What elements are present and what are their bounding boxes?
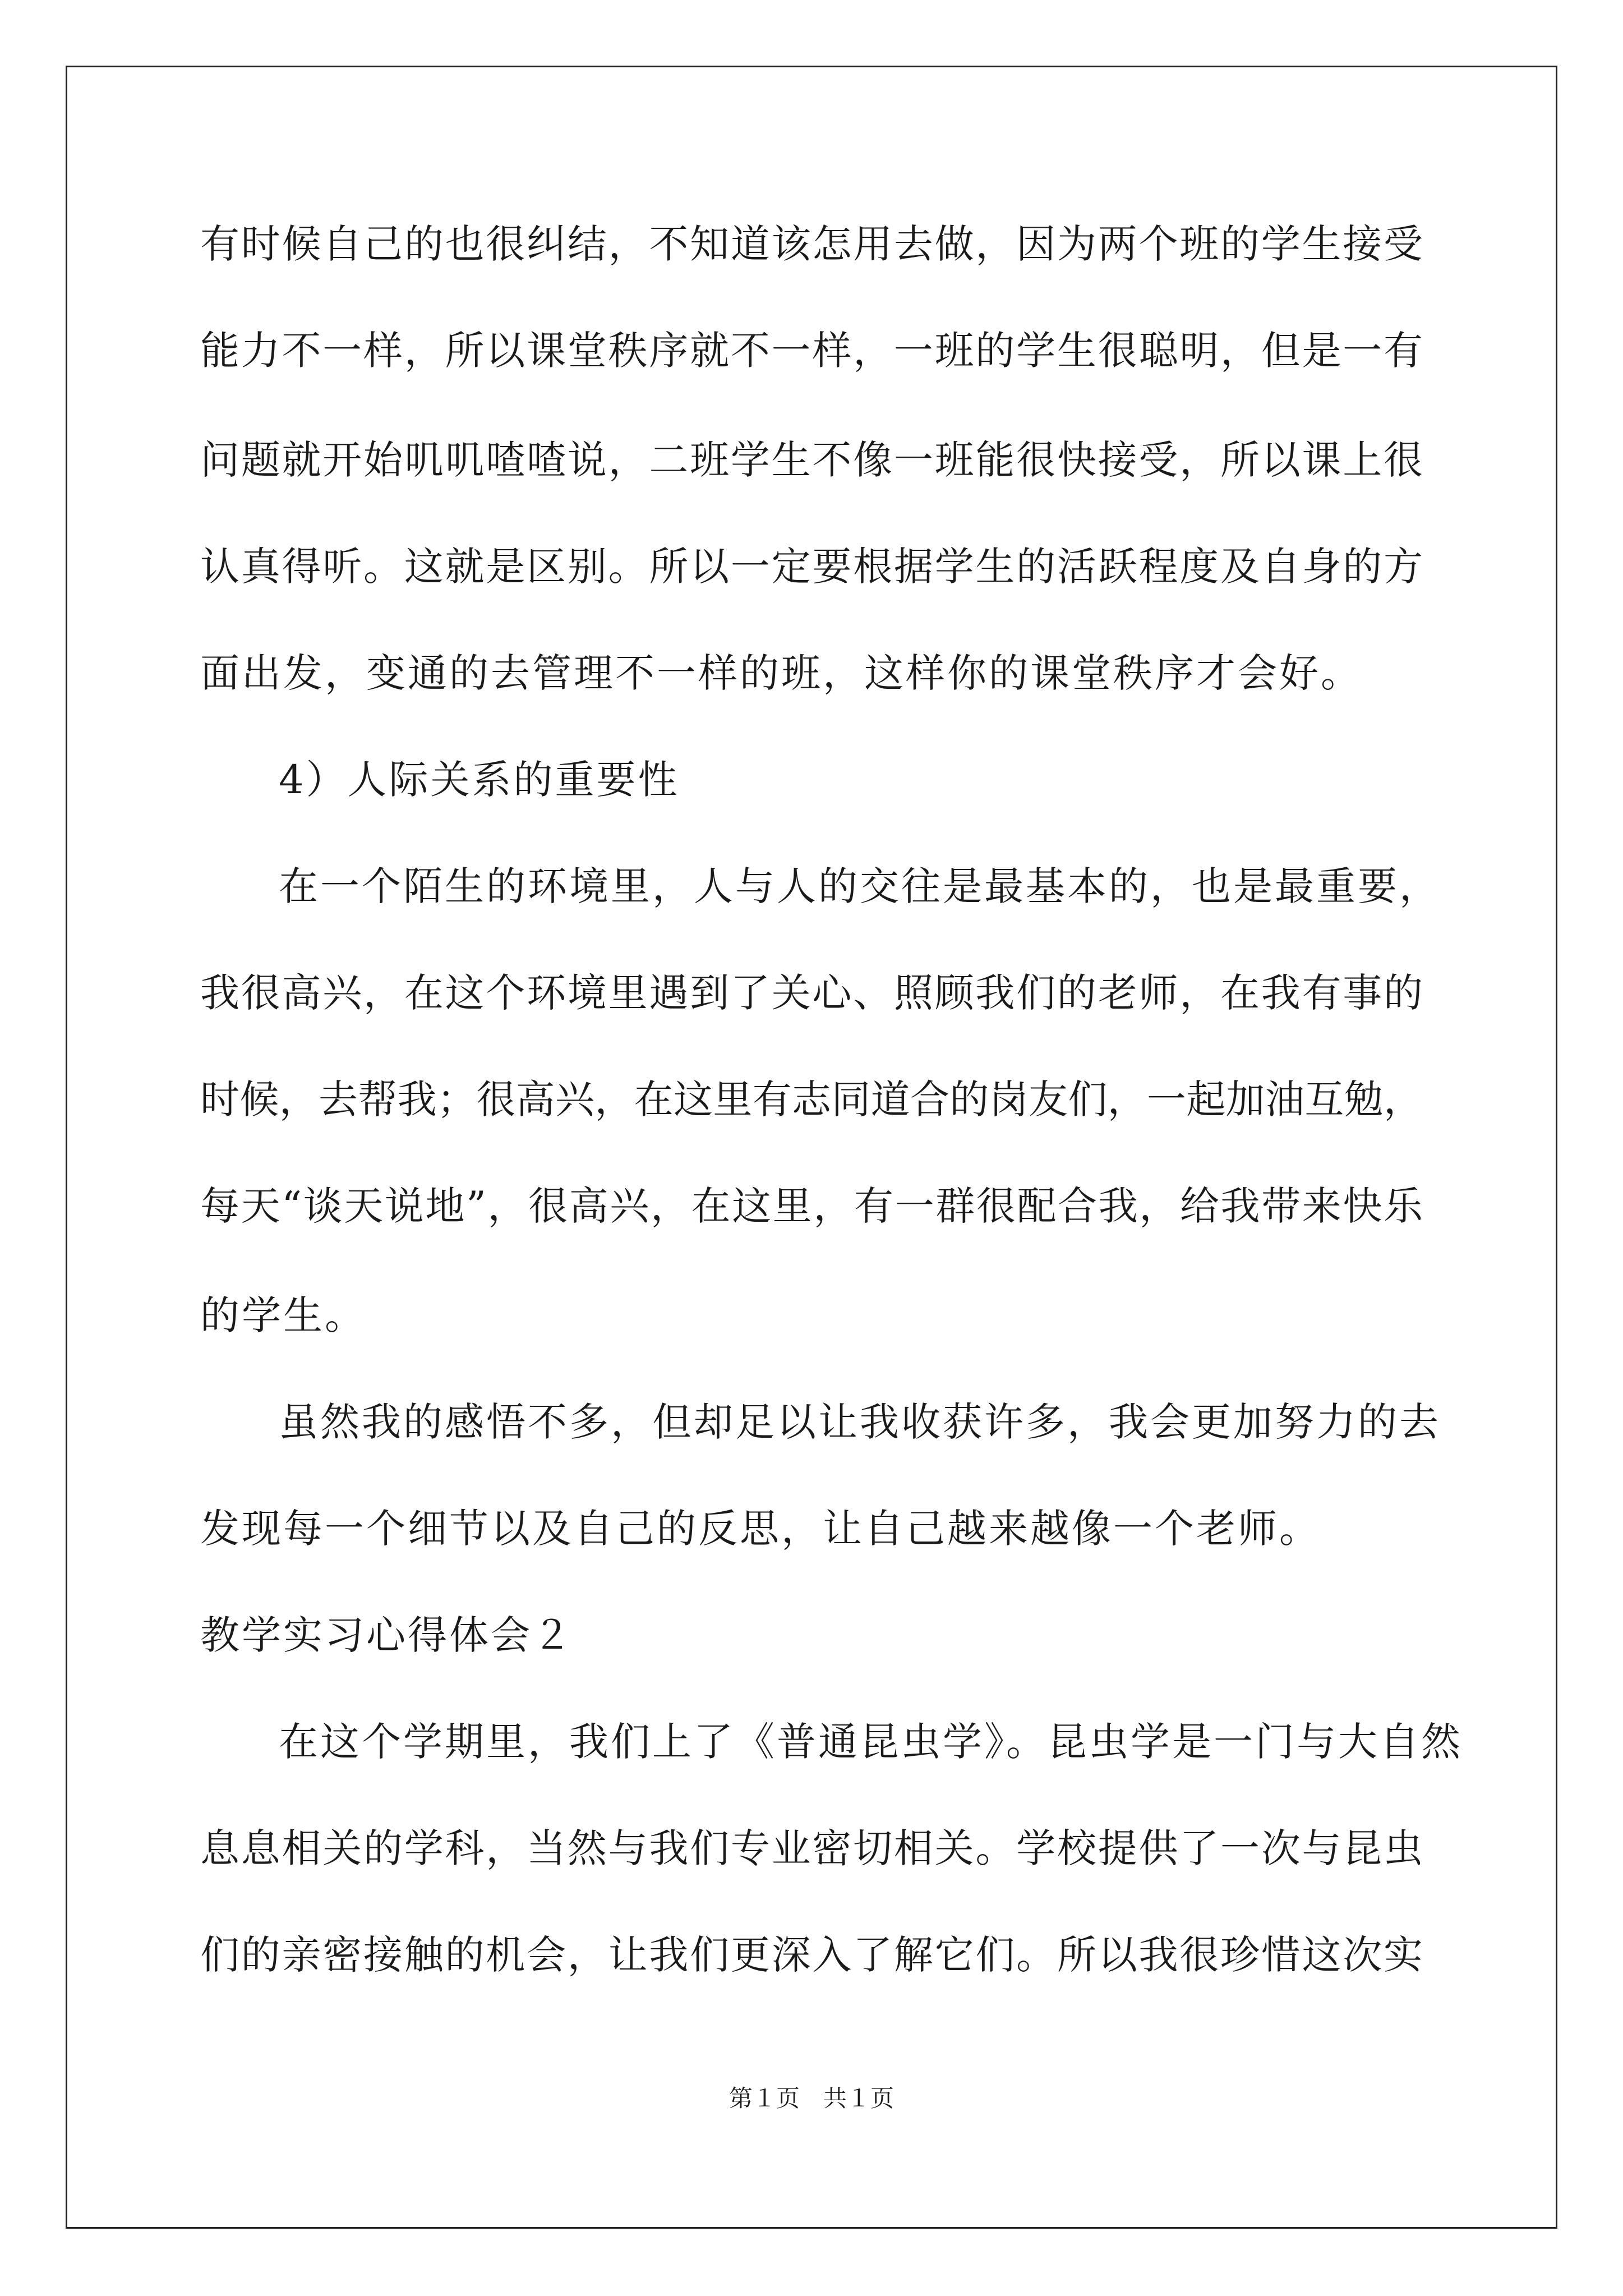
section-heading: 4）人际关系的重要性 [279,757,680,803]
text-line: 有时候自己的也很纠结，不知道该怎用去做，因为两个班的学生接受 [200,221,1423,267]
text-line: 发现每一个细节以及自己的反思，让自己越来越像一个老师。 [200,1506,1321,1552]
text-line: 认真得听。这就是区别。所以一定要根据学生的活跃程度及自身的方 [200,544,1423,590]
text-line: 虽然我的感悟不多，但却足以让我收获许多，我会更加努力的去 [279,1399,1441,1445]
text-line: 我很高兴，在这个环境里遇到了关心、照顾我们的老师，在我有事的 [200,970,1423,1016]
page-footer: 第１页 共１页 [728,2085,894,2112]
text-line: 问题就开始叽叽喳喳说，二班学生不像一班能很快接受，所以课上很 [200,437,1423,483]
text-line: 面出发，变通的去管理不一样的班，这样你的课堂秩序才会好。 [200,650,1362,696]
text-line: 在一个陌生的环境里，人与人的交往是最基本的，也是最重要， [279,863,1441,909]
text-line: 的学生。 [200,1292,366,1338]
text-line: 们的亲密接触的机会，让我们更深入了解它们。所以我很珍惜这次实 [200,1932,1423,1978]
text-line: 在这个学期里，我们上了《普通昆虫学》。昆虫学是一门与大自然 [279,1719,1463,1765]
text-line: 能力不一样，所以课堂秩序就不一样，一班的学生很聪明，但是一有 [200,328,1423,374]
text-line: 时候，去帮我；很高兴，在这里有志同道合的岗友们，一起加油互勉， [200,1076,1423,1122]
text-line: 每天“谈天说地”，很高兴，在这里，有一群很配合我，给我带来快乐 [200,1183,1423,1229]
page-border [66,66,1557,2229]
document-heading: 教学实习心得体会２ [200,1612,574,1658]
text-line: 息息相关的学科，当然与我们专业密切相关。学校提供了一次与昆虫 [200,1825,1423,1871]
